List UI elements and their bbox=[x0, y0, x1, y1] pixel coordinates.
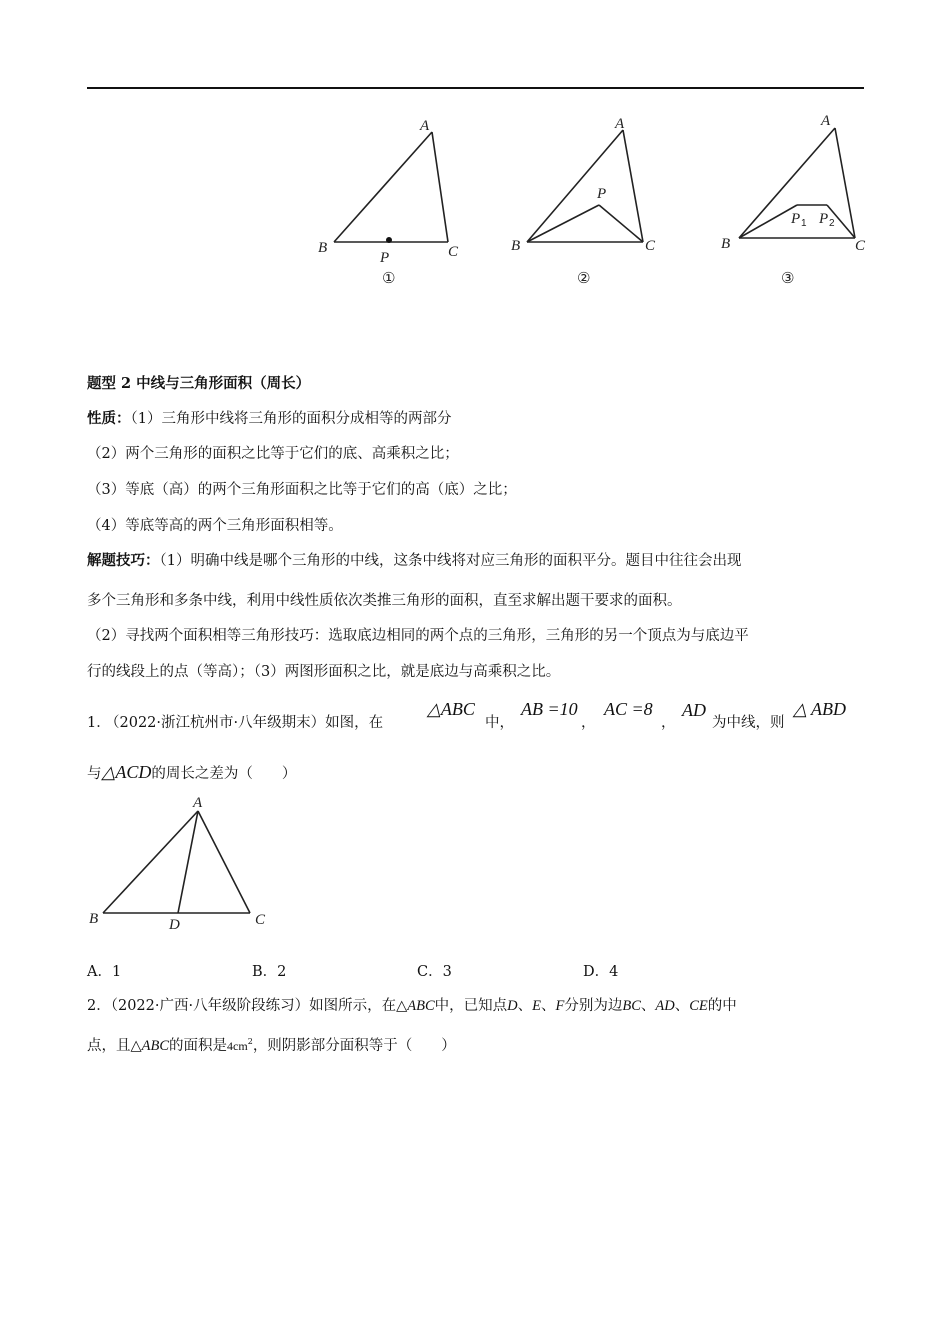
q1-source: （2022·浙江杭州市·八年级期末）如图，在 bbox=[105, 715, 384, 731]
q1-option-c[interactable]: C．3 bbox=[417, 964, 452, 980]
q2-line-2 bbox=[87, 1032, 456, 1056]
q2-line2-abc: ABC bbox=[141, 1037, 170, 1054]
label-b: B bbox=[511, 238, 521, 254]
q1-ad: AD bbox=[682, 700, 706, 720]
tips-2a: （2）寻找两个面积相等三角形技巧：选取底边相同的两个点的三角形，三角形的另一个顶点为与底边平 bbox=[87, 628, 749, 644]
q1-comma-2: ， bbox=[661, 715, 676, 731]
q2-area: 4cm bbox=[227, 1038, 248, 1053]
property-2: （2）两个三角形的面积之比等于它们的底、高乘积之比； bbox=[87, 446, 459, 462]
q1-option-a[interactable]: A．1 bbox=[87, 964, 122, 980]
q1-comma-1: ， bbox=[581, 715, 596, 731]
q2-line2-b: 的面积是 bbox=[169, 1037, 228, 1054]
tips-line-1 bbox=[87, 551, 741, 571]
label-p1: P bbox=[791, 211, 801, 227]
label-c: C bbox=[645, 238, 656, 254]
segment-pc bbox=[599, 205, 643, 242]
q2-f: F bbox=[555, 998, 565, 1014]
label-p1-sub: 1 bbox=[801, 218, 807, 229]
q2-line2-a: 点，且△ bbox=[87, 1037, 142, 1054]
q1-ab: AB =10 bbox=[521, 699, 578, 719]
tips-1b: 多个三角形和多条中线，利用中线性质依次类推三角形的面积，直至求解出题干要求的面积。 bbox=[87, 593, 682, 609]
label-a: A bbox=[821, 113, 831, 129]
q2-sep-2: 、 bbox=[541, 998, 556, 1014]
q2-line-1 bbox=[87, 996, 737, 1016]
side-ac bbox=[198, 811, 250, 913]
q1-ac: AC =8 bbox=[604, 699, 653, 719]
q1-number: 1． bbox=[87, 715, 111, 731]
label-p: P bbox=[597, 186, 607, 202]
tips-2b: 行的线段上的点（等高）；（3）两图形面积之比，就是底边与高乘积之比。 bbox=[87, 664, 561, 680]
point-p bbox=[386, 237, 392, 243]
segment-bp1 bbox=[739, 205, 797, 238]
label-c: C bbox=[448, 244, 459, 260]
q1-figure bbox=[85, 795, 285, 940]
q2-d: D bbox=[507, 998, 518, 1014]
q2-text-a: （2022·广西·八年级阶段练习）如图所示，在△ bbox=[110, 998, 408, 1014]
property-4: （4）等底等高的两个三角形面积相等。 bbox=[87, 518, 343, 534]
q2-number: 2． bbox=[87, 998, 111, 1014]
q1-option-d[interactable]: D．4 bbox=[583, 964, 619, 980]
header-rule bbox=[87, 87, 864, 89]
label-b: B bbox=[89, 911, 99, 927]
q2-ad: AD bbox=[655, 998, 675, 1014]
q2-sep-4: 、 bbox=[674, 998, 690, 1014]
tips-1a: （1）明确中线是哪个三角形的中线，这条中线将对应三角形的面积平分。题目中往往会出现 bbox=[159, 553, 742, 569]
q2-bc: BC bbox=[622, 998, 641, 1014]
caption-1: ① bbox=[382, 269, 396, 287]
caption-2: ② bbox=[577, 269, 591, 287]
q2-area-sup: 2 bbox=[247, 1037, 253, 1046]
q1-triangle-abc: △ABC bbox=[427, 699, 475, 719]
side-ab bbox=[103, 811, 198, 913]
tips-label: 解题技巧： bbox=[87, 552, 160, 569]
q1-triangle-acd: △ACD bbox=[101, 762, 152, 782]
q2-line2-c: ，则阴影部分面积等于（ ） bbox=[252, 1037, 456, 1054]
side-ab bbox=[527, 130, 623, 242]
q2-sep-3: 、 bbox=[640, 998, 656, 1014]
q2-text-d: 的中 bbox=[707, 998, 737, 1014]
q1-zhong: 中， bbox=[485, 715, 514, 731]
label-a: A bbox=[193, 795, 203, 811]
label-b: B bbox=[721, 236, 731, 252]
q2-abc: ABC bbox=[407, 998, 435, 1014]
caption-3: ③ bbox=[781, 269, 795, 287]
label-c: C bbox=[255, 912, 266, 928]
q1-option-b[interactable]: B．2 bbox=[252, 964, 287, 980]
q1-triangle-abd: △ ABD bbox=[793, 699, 847, 719]
label-b: B bbox=[318, 240, 328, 256]
q2-sep-1: 、 bbox=[517, 998, 533, 1014]
q2-text-b: 中，已知点 bbox=[434, 998, 508, 1014]
label-a: A bbox=[420, 118, 430, 134]
property-3: （3）等底（高）的两个三角形面积之比等于它们的高（底）之比； bbox=[87, 482, 517, 498]
label-c: C bbox=[855, 238, 866, 254]
figure-2 bbox=[505, 110, 665, 295]
q1-line2-post: 的周长之差为（ ） bbox=[151, 766, 297, 782]
figure-1 bbox=[310, 110, 470, 295]
side-ac bbox=[623, 130, 643, 242]
side-ac bbox=[432, 132, 448, 242]
side-ac bbox=[835, 128, 855, 238]
q1-median-text: 为中线，则 bbox=[712, 715, 785, 731]
label-p2-sub: 2 bbox=[829, 218, 835, 229]
q2-e: E bbox=[532, 998, 541, 1014]
side-ab bbox=[334, 132, 432, 242]
median-ad bbox=[178, 811, 198, 913]
property-line-1 bbox=[87, 409, 451, 429]
property-1: （1）三角形中线将三角形的面积分成相等的两部分 bbox=[130, 411, 452, 427]
label-p: P bbox=[380, 250, 390, 266]
property-label: 性质： bbox=[87, 410, 131, 427]
q2-ce: CE bbox=[689, 998, 708, 1014]
label-d: D bbox=[169, 917, 180, 933]
q1-line2-pre: 与 bbox=[87, 766, 102, 782]
label-a: A bbox=[615, 116, 625, 132]
q2-text-c: 分别为边 bbox=[564, 998, 623, 1014]
q1-line-2 bbox=[87, 762, 296, 784]
segment-bp bbox=[527, 205, 599, 242]
figure-3 bbox=[715, 108, 875, 293]
section-title: 题型 2 中线与三角形面积（周长） bbox=[87, 375, 311, 392]
label-p2: P bbox=[819, 211, 829, 227]
